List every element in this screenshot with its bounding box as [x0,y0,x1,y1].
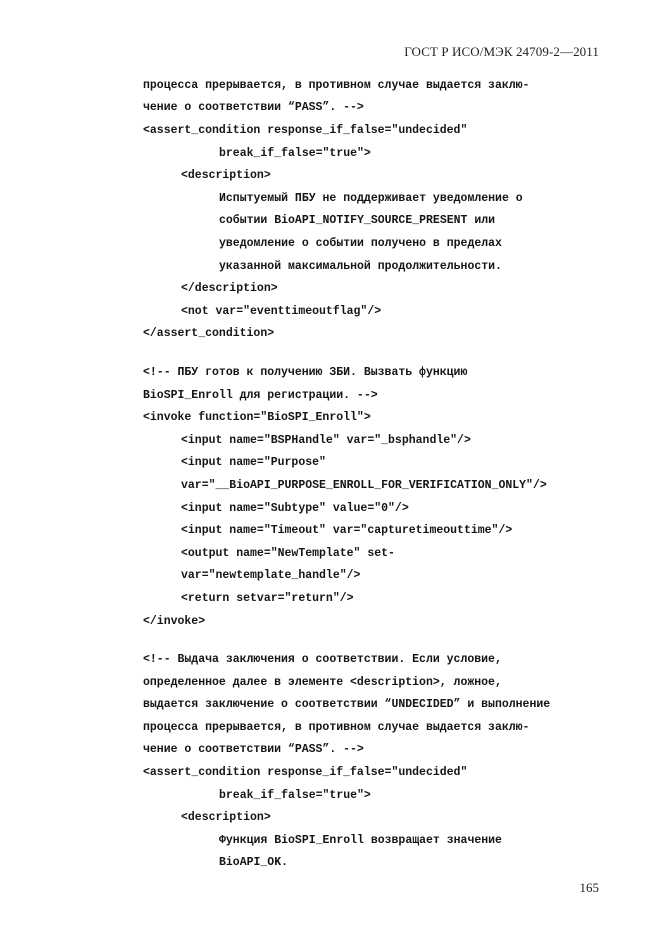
code-line: указанной максимальной продолжительности. [219,260,502,273]
code-line: Испытуемый ПБУ не поддерживает уведомление о [219,192,523,205]
code-line: var="__BioAPI_PURPOSE_ENROLL_FOR_VERIFICATION_ONLY"/> [181,479,547,492]
code-line: BioSPI_Enroll для регистрации. --> [143,389,378,402]
code-line: <!-- Выдача заключения о соответствии. Если условие, [143,653,502,666]
code-line: уведомление о событии получено в пределах [219,237,502,250]
code-line: </description> [181,282,278,295]
code-line: <not var="eventtimeoutflag"/> [181,305,382,318]
code-line: var="newtemplate_handle"/> [181,569,361,582]
code-line: событии BioAPI_NOTIFY_SOURCE_PRESENT или [219,214,496,227]
page-header: ГОСТ Р ИСО/МЭК 24709-2—2011 [404,44,599,59]
code-line: <input name="Purpose" [181,456,326,469]
code-line: выдается заключение о соответствии “UNDECIDED” и выполнение [143,698,551,711]
code-line: чение о соответствии “PASS”. --> [143,743,364,756]
code-line: <input name="Timeout" var="capturetimeouttime"/> [181,524,513,537]
code-line: чение о соответствии “PASS”. --> [143,101,364,114]
code-line: BioAPI_OK. [219,856,289,869]
code-line: Функция BioSPI_Enroll возвращает значение [219,834,502,847]
code-line: <description> [181,811,271,824]
code-line: <assert_condition response_if_false="undecided" [143,766,468,779]
code-line: <!-- ПБУ готов к получению ЗБИ. Вызвать функцию [143,366,468,379]
page-number: 165 [579,880,599,895]
code-line: <input name="BSPHandle" var="_bsphandle"/> [181,434,471,447]
code-line: </assert_condition> [143,327,275,340]
code-line: <description> [181,169,271,182]
code-line: break_if_false="true"> [219,789,371,802]
code-line: процесса прерывается, в противном случае выдается заклю- [143,721,530,734]
code-line: break_if_false="true"> [219,147,371,160]
code-line: <invoke function="BioSPI_Enroll"> [143,411,371,424]
code-line: <input name="Subtype" value="0"/> [181,502,409,515]
code-line: <assert_condition response_if_false="undecided" [143,124,468,137]
code-line: процесса прерывается, в противном случае выдается заклю- [143,79,530,92]
code-line: <output name="NewTemplate" set- [181,547,395,560]
code-line: <return setvar="return"/> [181,592,354,605]
code-line: </invoke> [143,615,206,628]
code-line: определенное далее в элементе <description>, ложное, [143,676,502,689]
